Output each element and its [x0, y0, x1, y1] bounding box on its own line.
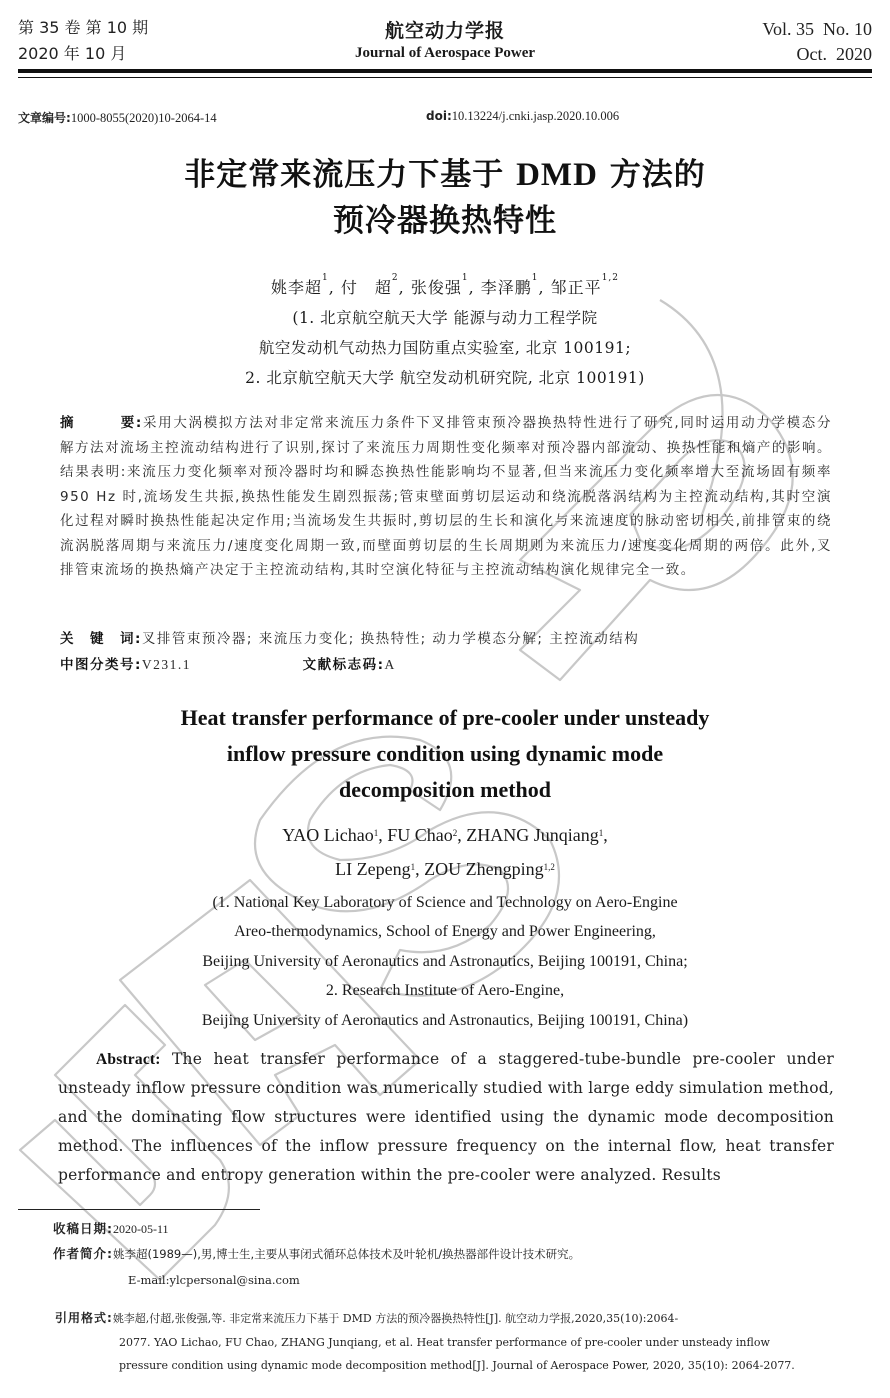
abstract-en-label: Abstract: — [96, 1051, 161, 1068]
title-cn — [0, 152, 890, 244]
author-en: YAO Lichao$^1$, — [282, 825, 388, 845]
journal-name-cn: 航空动力学报 — [384, 20, 505, 42]
author-bio — [53, 1243, 580, 1265]
header-volume-issue-en: Vol. 35 No. 10 — [762, 19, 872, 39]
bio-label: 作者简介: — [53, 1246, 113, 1261]
authors-en-line-1 — [0, 820, 890, 850]
authors-cn — [0, 275, 890, 298]
abstract-cn-label: 摘 要: — [60, 415, 143, 431]
doi — [426, 109, 619, 124]
header-date-cn: 2020 年 10 月 — [18, 44, 127, 63]
title-en-line-3: decomposition method — [338, 777, 552, 802]
citation-line-1: 引用格式:姚李超,付超,张俊强,等. 非定常来流压力下基于 DMD 方法的预冷器换热特性[J]. 航空动力学报,2020,35(10):2064- — [55, 1311, 679, 1325]
title-en — [0, 700, 890, 808]
header-rule-thick — [18, 69, 872, 73]
citation-line-2: 2077. YAO Lichao, FU Chao, ZHANG Junqiang, et al. Heat transfer performance of pre-cooler under unsteady inflow — [119, 1335, 770, 1349]
abstract-en — [58, 1045, 834, 1190]
citation — [55, 1307, 873, 1378]
affiliation-en-line: (1. National Key Laboratory of Science and Technology on Aero-Engine — [212, 894, 678, 911]
author-cn: 姚李超$^1$, — [270, 273, 341, 297]
citation-line-3: pressure condition using dynamic mode decomposition method[J]. Journal of Aerospace Power, 2020, 35(10): 2064-2077. — [119, 1359, 795, 1372]
clc-value: V231.1 — [141, 657, 192, 672]
title-en-line-1: Heat transfer performance of pre-cooler under unsteady — [180, 705, 710, 730]
title-en-line-2: inflow pressure condition using dynamic mode — [226, 741, 664, 766]
author-en: FU Chao$^2$, — [387, 825, 467, 845]
abstract-cn — [60, 411, 832, 583]
title-cn-line-2: 预冷器换热特性 — [333, 203, 557, 239]
doi-value[interactable]: 10.13224/j.cnki.jasp.2020.10.006 — [451, 109, 620, 123]
keywords-cn-text: 叉排管束预冷器; 来流压力变化; 换热特性; 动力学模态分解; 主控流动结构 — [141, 631, 640, 647]
abstract-cn-text: 采用大涡模拟方法对非定常来流压力条件下叉排管束预冷器换热特性进行了研究,同时运用动力学模态分解方法对流场主控流动结构进行了识别,探讨了来流压力周期性变化频率对预冷器内部流动、换热性能和熵产的影响。结果表明:来流压力变化频率对预冷器时均和瞬态换热性能影响均不显著,但当来流压力变化频率增大至流场固有频率 950 Hz 时,流场发生共振,换热性能发生剧烈振荡;管束壁面剪切层运动和绕流脱落涡结构为主控流动结构,其时空演化过程对瞬时换热性能起决定作用;当流场发生共振时,剪切层的生长和演化与来流速度的脉动密切相关,前排管束的绕流涡脱落周期与来流压力/速度变化周期一致,而壁面剪切层的生长周期则为来流压力/速度变化周期的两倍。此外,叉排管束流场的换热熵产决定于主控流动结构,其时空演化特征与主控流动结构演化规律完全一致。 — [60, 415, 832, 578]
author-cn: 付 超$^2$, — [340, 273, 411, 297]
article-number — [18, 109, 217, 126]
citation-label: 引用格式: — [55, 1311, 113, 1325]
doc-code-label: 文献标志码: — [302, 657, 385, 673]
header-rule-thin — [18, 77, 872, 78]
affiliation-en-line: Beijing University of Aeronautics and Astronautics, Beijing 100191, China) — [201, 1012, 689, 1029]
affiliation-en-line: Areo-thermodynamics, School of Energy and Power Engineering, — [234, 923, 656, 940]
bio-text: 姚李超(1989—),男,博士生,主要从事闭式循环总体技术及叶轮机/换热器部件设计技术研究。 — [113, 1247, 581, 1261]
received-label: 收稿日期: — [53, 1221, 113, 1236]
doc-code-value: A — [384, 657, 396, 672]
clc-label: 中图分类号: — [60, 657, 142, 673]
title-cn-line-1: 非定常来流压力下基于 DMD 方法的 — [184, 157, 706, 193]
affiliation-cn-line: 2. 北京航空航天大学 航空发动机研究院, 北京 100191) — [245, 369, 645, 387]
author-en: LI Zepeng$^1$, — [335, 859, 425, 879]
author-cn: 邹正平$^{1,2}$ — [550, 273, 620, 297]
keywords-cn-label: 关 键 词: — [60, 631, 142, 647]
affiliation-en-line: Beijing University of Aeronautics and Astronautics, Beijing 100191, China; — [202, 953, 688, 970]
author-cn: 张俊强$^1$, — [410, 273, 481, 297]
keywords-cn — [60, 627, 832, 652]
classification — [60, 653, 832, 678]
header-volume-issue-cn: 第 35 卷 第 10 期 — [18, 18, 149, 37]
received-date — [53, 1218, 169, 1240]
authors-en-line-2 — [0, 854, 890, 884]
affiliation-en-line: 2. Research Institute of Aero-Engine, — [325, 982, 565, 999]
article-number-value: 1000-8055(2020)10-2064-14 — [70, 111, 217, 125]
header-date-en: Oct. 2020 — [796, 44, 872, 64]
received-value: 2020-05-11 — [113, 1222, 169, 1236]
journal-name-en: Journal of Aerospace Power — [354, 45, 536, 61]
abstract-en-text: The heat transfer performance of a staggered-tube-bundle pre-cooler under unsteady inflow pressure condition was numerically studied with large eddy simulation method, and the dominating flow structures were identified using the dynamic mode decomposition method. The influences of the inflow pressure frequency on the internal flow, heat transfer performance and entropy generation within the pre-cooler were analyzed. Results — [58, 1050, 834, 1184]
author-en: ZHANG Junqiang$^1$, — [466, 825, 608, 845]
footnote-rule — [18, 1209, 260, 1210]
article-number-label: 文章编号: — [18, 111, 71, 125]
affiliation-cn-line: 航空发动机气动热力国防重点实验室, 北京 100191; — [258, 339, 632, 357]
author-email[interactable]: E-mail:ylcpersonal@sina.com — [128, 1273, 300, 1287]
doi-label: doi: — [426, 109, 452, 123]
author-en: ZOU Zhengping$^{1,2}$ — [424, 859, 555, 879]
affiliation-cn-line: (1. 北京航空航天大学 能源与动力工程学院 — [292, 309, 598, 327]
author-cn: 李泽鹏$^1$, — [480, 273, 551, 297]
